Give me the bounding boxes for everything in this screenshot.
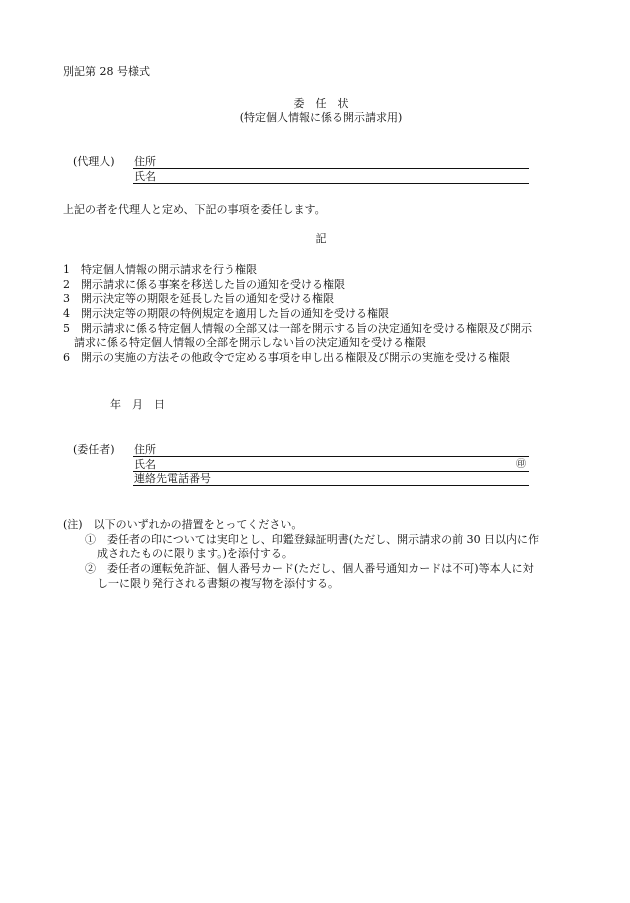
note-line: し一に限り発行される書類の複写物を添付する。: [97, 577, 339, 590]
note-line: 成されたものに限ります。)を添付する。: [97, 547, 293, 560]
note-line: ② 委任者の運転免許証、個人番号カード(ただし、個人番号通知カードは不可)等本人に対: [85, 562, 534, 575]
list-item: 6 開示の実施の方法その他政令で定める事項を申し出る権限及び開示の実施を受ける権限: [63, 351, 510, 364]
list-item: 請求に係る特定個人情報の全部を開示しない旨の決定通知を受ける権限: [63, 336, 426, 349]
principal-address-field[interactable]: [133, 443, 529, 457]
ki-heading: 記: [315, 232, 327, 245]
list-item: 1 特定個人情報の開示請求を行う権限: [63, 263, 257, 276]
date-line: 年 月 日: [110, 398, 165, 411]
list-item: 4 開示決定等の期限の特例規定を適用した旨の通知を受ける権限: [63, 307, 389, 320]
list-item: 2 開示請求に係る事案を移送した旨の通知を受ける権限: [63, 278, 345, 291]
document-title: 委 任 状: [293, 97, 349, 110]
delegation-statement: 上記の者を代理人と定め、下記の事項を委任します。: [63, 203, 326, 216]
agent-role-label: (代理人): [73, 155, 115, 168]
form-label: 別記第 28 号様式: [63, 65, 150, 78]
note-line: ① 委任者の印については実印とし、印鑑登録証明書(ただし、開示請求の前 30 日以内に作: [85, 533, 540, 546]
list-item: 5 開示請求に係る特定個人情報の全部又は一部を開示する旨の決定通知を受ける権限及び開示: [63, 322, 532, 335]
agent-name-field[interactable]: [133, 170, 529, 184]
list-item: 3 開示決定等の期限を延長した旨の通知を受ける権限: [63, 292, 334, 305]
principal-phone-field[interactable]: [133, 472, 529, 486]
seal-mark: ㊞: [516, 459, 526, 470]
principal-name-field[interactable]: [133, 458, 529, 472]
agent-name-label: 氏名: [134, 170, 156, 183]
principal-name-label: 氏名: [134, 458, 156, 471]
notes-heading: (注) 以下のいずれかの措置をとってください。: [63, 518, 303, 531]
principal-phone-label: 連絡先電話番号: [134, 472, 211, 485]
agent-address-field[interactable]: [133, 155, 529, 169]
agent-address-label: 住所: [134, 155, 156, 168]
principal-role-label: (委任者): [73, 443, 115, 456]
principal-address-label: 住所: [134, 443, 156, 456]
document-subtitle: (特定個人情報に係る開示請求用): [239, 111, 403, 124]
